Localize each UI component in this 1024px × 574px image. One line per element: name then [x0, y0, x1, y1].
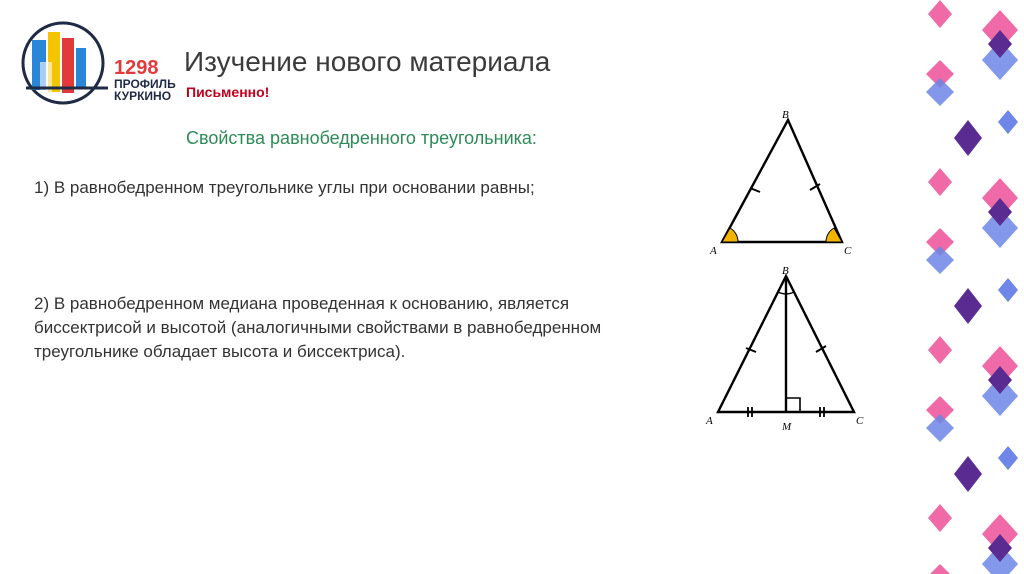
vertex-b-label-2: B	[782, 265, 789, 277]
logo-text	[114, 58, 176, 102]
vertex-a-label-2: A	[706, 415, 713, 427]
vertex-b-label-1: B	[782, 109, 789, 121]
decorative-diamonds	[904, 0, 1024, 574]
diamond-pattern	[926, 0, 1018, 574]
point-m-label: M	[782, 421, 792, 433]
section-title: Свойства равнобедренного треугольника:	[186, 128, 537, 148]
property-2-text: 2) В равнобедренном медиана проведенная к основанию, является биссектрисой и высотой (аналогичными свойствами в равнобедренном треугольнике обладает высота и биссектриса).	[34, 294, 602, 361]
page-title: Изучение нового материала	[184, 46, 551, 77]
logo-line2: КУРКИНО	[114, 89, 172, 103]
property-1-text: 1) В равнобедренном треугольнике углы при основании равны;	[34, 178, 535, 197]
vertex-a-label-1: A	[710, 245, 717, 257]
page-subtitle: Письменно!	[186, 84, 270, 100]
logo-emblem	[18, 18, 108, 108]
vertex-c-label-2: C	[856, 415, 864, 427]
logo	[18, 18, 178, 108]
vertex-c-label-1: C	[844, 245, 852, 257]
logo-number: 1298	[114, 57, 159, 79]
triangle-figure-2	[702, 260, 870, 436]
logo-line1: ПРОФИЛЬ	[114, 77, 176, 91]
triangle-figure-1	[704, 104, 868, 264]
